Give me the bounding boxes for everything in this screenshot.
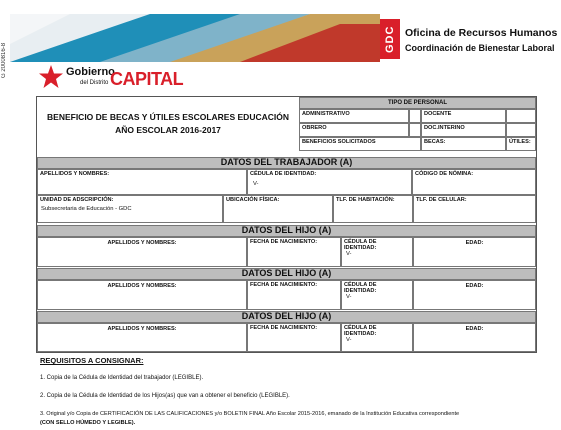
unidad-label: UNIDAD DE ADSCRIPCIÓN: [40, 197, 114, 203]
tlf-habitacion-field[interactable] [333, 195, 413, 223]
hijo-1-cedula-label: CÉDULA DE IDENTIDAD: [344, 239, 377, 252]
hijo-3-cedula-field[interactable] [341, 323, 413, 352]
tlf-celular-label: TLF. DE CELULAR: [416, 197, 467, 203]
hijo-2-edad-label: EDAD: [465, 283, 484, 289]
requisito-3-line2: (CON SELLO HÚMEDO Y LEGIBLE). [40, 420, 136, 426]
hijo-1-edad-field[interactable] [413, 237, 536, 267]
hijo-2-fecha-label: FECHA DE NACIMIENTO: [250, 282, 318, 288]
trabajador-cedula-field[interactable] [247, 169, 412, 195]
trabajador-cedula-value: V- [253, 181, 259, 187]
tipo-personal-header: TIPO DE PERSONAL [299, 97, 536, 109]
hijo-2-apellidos-label: APELLIDOS Y NOMBRES: [107, 283, 177, 289]
hijo-3-apellidos-field[interactable] [37, 323, 247, 352]
trabajador-apellidos-field[interactable] [37, 169, 247, 195]
hijo-2-edad-field[interactable] [413, 280, 536, 310]
unidad-value: Subsecretaria de Educación - GDC [41, 206, 132, 212]
becas-label: BECAS: [421, 137, 506, 151]
unidad-field[interactable] [37, 195, 223, 223]
beneficios-label: BENEFICIOS SOLICITADOS [299, 137, 421, 151]
requisito-1: 1. Copia de la Cédula de Identidad del trabajador (LEGIBLE). [40, 375, 204, 381]
hijo-3-cedula-value: V- [346, 337, 352, 343]
hijo-1-fecha-label: FECHA DE NACIMIENTO: [250, 239, 318, 245]
hijo-1-edad-label: EDAD: [465, 240, 484, 246]
hijo-1-cedula-value: V- [346, 251, 352, 257]
doc-interino-checkbox[interactable] [506, 123, 536, 137]
star-icon [38, 64, 64, 90]
trabajador-apellidos-label: APELLIDOS Y NOMBRES: [40, 171, 110, 177]
ubicacion-label: UBICACIÓN FÍSICA: [226, 197, 280, 203]
logo-distrito: del Distrito [80, 80, 109, 86]
requisito-3-line1: 3. Original y/o Copia de CERTIFICACIÓN DE LAS CALIFICACIONES y/o BOLETIN FINAL Año Escolar 2015-2016, emanado de la Institución Educativa correspondiente [40, 411, 460, 417]
gobierno-logo [38, 64, 198, 94]
logo-capital: CAPITAL [110, 69, 184, 89]
application-form [36, 96, 537, 353]
gdc-badge: GDC [380, 19, 400, 59]
administrativo-label: ADMINISTRATIVO [299, 109, 409, 123]
logo-gobierno: Gobierno [66, 66, 115, 78]
hijo-2-cedula-value: V- [346, 294, 352, 300]
tlf-celular-field[interactable] [413, 195, 536, 223]
hijo-2-fecha-field[interactable] [247, 280, 341, 310]
hijo-1-apellidos-field[interactable] [37, 237, 247, 267]
hijo-3-edad-label: EDAD: [465, 326, 484, 332]
requisito-2: 2. Copia de la Cédula de Identidad de los Hijos(as) que van a obtener el beneficio (LEGIBLE). [40, 393, 290, 399]
hijo-1-header: DATOS DEL HIJO (A) [37, 225, 536, 237]
hijo-2-cedula-field[interactable] [341, 280, 413, 310]
ubicacion-field[interactable] [223, 195, 333, 223]
trabajador-cedula-label: CÉDULA DE IDENTIDAD: [250, 171, 317, 177]
hijo-1-apellidos-label: APELLIDOS Y NOMBRES: [107, 240, 177, 246]
hijo-3-header: DATOS DEL HIJO (A) [37, 311, 536, 323]
tlf-habitacion-label: TLF. DE HABITACIÓN: [336, 197, 395, 203]
utiles-label: ÚTILES: [506, 137, 536, 151]
hijo-2-apellidos-field[interactable] [37, 280, 247, 310]
obrero-checkbox[interactable] [409, 123, 421, 137]
coordination-name: Coordinación de Bienestar Laboral [405, 43, 555, 53]
administrativo-checkbox[interactable] [409, 109, 421, 123]
form-title [37, 97, 299, 151]
obrero-label: OBRERO [299, 123, 409, 137]
docente-checkbox[interactable] [506, 109, 536, 123]
hijo-3-apellidos-label: APELLIDOS Y NOMBRES: [107, 326, 177, 332]
header-banner [10, 14, 380, 62]
hijo-2-header: DATOS DEL HIJO (A) [37, 268, 536, 280]
hijo-1-cedula-field[interactable] [341, 237, 413, 267]
hijo-1-fecha-field[interactable] [247, 237, 341, 267]
hijo-2-cedula-label: CÉDULA DE IDENTIDAD: [344, 282, 377, 295]
docente-label: DOCENTE [421, 109, 506, 123]
form-title-line2: AÑO ESCOLAR 2016-2017 [115, 125, 221, 135]
trabajador-header: DATOS DEL TRABAJADOR (A) [37, 157, 536, 169]
codigo-nomina-label: CÓDIGO DE NÓMINA: [415, 171, 474, 177]
hijo-3-fecha-field[interactable] [247, 323, 341, 352]
codigo-nomina-field[interactable] [412, 169, 536, 195]
form-title-line1: BENEFICIO DE BECAS Y ÚTILES ESCOLARES EDUCACIÓN [47, 111, 289, 122]
doc-interino-label: DOC.INTERINO [421, 123, 506, 137]
hijo-3-cedula-label: CÉDULA DE IDENTIDAD: [344, 325, 377, 338]
requisitos-title: REQUISITOS A CONSIGNAR: [40, 356, 144, 365]
office-name: Oficina de Recursos Humanos [405, 27, 558, 39]
hijo-3-edad-field[interactable] [413, 323, 536, 352]
document-code: G 2000816-8 [1, 42, 7, 78]
hijo-3-fecha-label: FECHA DE NACIMIENTO: [250, 325, 318, 331]
